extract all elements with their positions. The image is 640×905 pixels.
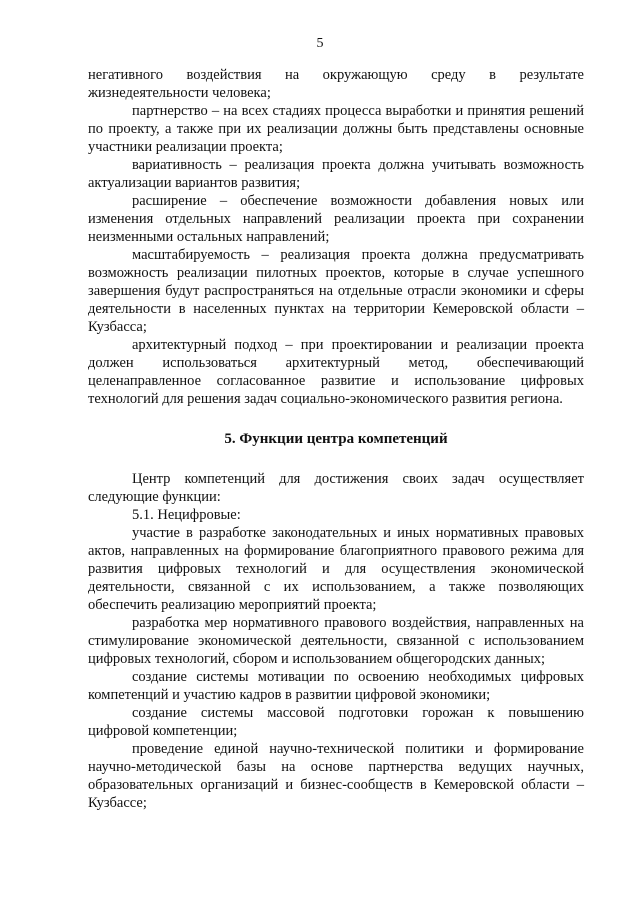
paragraph: создание системы мотивации по освоению необходимых цифровых компетенций и участию кадров в развитии цифровой экономики; xyxy=(88,669,584,703)
paragraph: проведение единой научно-технической политики и формирование научно-методической базы на основе партнерства ведущих научных, образовательных организаций и бизнес-сообществ в Кемеровской области – Кузбассе; xyxy=(88,741,584,811)
document-body xyxy=(88,66,584,812)
paragraph: архитектурный подход – при проектировании и реализации проекта должен использоваться архитектурный метод, обеспечивающий целенаправленное согласованное развитие и использование цифровых технологий для решения задач социально-экономического развития региона. xyxy=(88,337,584,407)
paragraph: масштабируемость – реализация проекта должна предусматривать возможность реализации пилотных проектов, которые в случае успешного завершения будут распространяться на отдельные отрасли экономики и сферы деятельности в населенных пунктах на территории Кемеровской области – Кузбасса; xyxy=(88,247,584,335)
paragraph: вариативность – реализация проекта должна учитывать возможность актуализации вариантов развития; xyxy=(88,157,584,191)
paragraphs-after-heading xyxy=(88,470,584,812)
section-heading: 5. Функции центра компетенций xyxy=(224,431,448,447)
paragraph: Центр компетенций для достижения своих задач осуществляет следующие функции: xyxy=(88,471,584,505)
page-number: 5 xyxy=(316,36,324,51)
paragraph: создание системы массовой подготовки горожан к повышению цифровой компетенции; xyxy=(88,705,584,739)
paragraph: негативного воздействия на окружающую среду в результате жизнедеятельности человека; xyxy=(88,67,584,101)
paragraph: 5.1. Нецифровые: xyxy=(132,507,241,523)
paragraph: участие в разработке законодательных и иных нормативных правовых актов, направленных на формирование благоприятного правового режима для развития цифровых технологий и для осуществления экономической деятельности, связанной с их использованием, а также позволяющих обеспечить реализацию мероприятий проекта; xyxy=(88,525,584,613)
paragraph: партнерство – на всех стадиях процесса выработки и принятия решений по проекту, а также при их реализации должны быть представлены основные участники реализации проекта; xyxy=(88,103,584,155)
paragraphs-before-heading xyxy=(88,66,584,408)
paragraph: разработка мер нормативного правового воздействия, направленных на стимулирование экономической деятельности, связанной с использованием цифровых технологий, сбором и использованием общегородских данных; xyxy=(88,615,584,667)
paragraph: расширение – обеспечение возможности добавления новых или изменения отдельных направлений реализации проекта при сохранении неизменными остальных направлений; xyxy=(88,193,584,245)
